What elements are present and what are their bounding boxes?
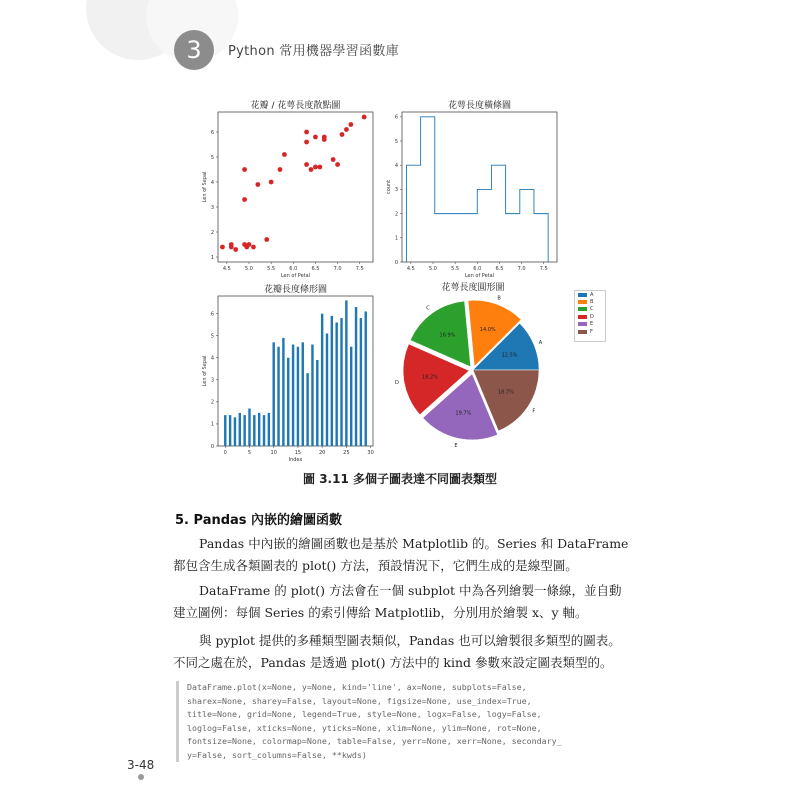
- y-tick-label: 1: [394, 235, 398, 242]
- bar: [297, 347, 299, 446]
- y-tick-label: 6: [394, 114, 398, 121]
- x-tick-label: 30: [367, 450, 374, 456]
- bar: [248, 409, 250, 447]
- x-axis-label: Len of Petal: [280, 273, 311, 279]
- paragraph: [173, 580, 629, 624]
- bar: [335, 322, 337, 446]
- x-tick-label: 6.5: [311, 266, 320, 272]
- y-tick-label: 6: [210, 311, 214, 318]
- bar: [253, 415, 255, 446]
- pie-pct-label: 19.7%: [455, 410, 472, 417]
- legend-label: F: [590, 328, 593, 335]
- legend-item: [575, 298, 605, 305]
- legend-label: D: [590, 313, 594, 320]
- bar: [340, 318, 342, 446]
- bar: [302, 342, 304, 446]
- bar: [263, 415, 265, 446]
- y-tick-label: 4: [210, 179, 214, 186]
- x-tick-label: 15: [294, 450, 302, 456]
- pie-category-label: D: [395, 379, 399, 386]
- y-tick-label: 3: [394, 187, 398, 194]
- pie-legend: [574, 290, 606, 342]
- y-axis-label: count: [386, 179, 392, 195]
- section-title: 5. Pandas 內嵌的繪圖函數: [175, 513, 343, 528]
- y-tick-label: 5: [210, 333, 214, 340]
- y-tick-label: 2: [394, 211, 398, 218]
- y-axis-label: Len of Sepal: [202, 355, 208, 387]
- pie-category-label: B: [497, 295, 501, 302]
- x-tick-label: 5.5: [267, 266, 276, 272]
- scatter-point: [309, 167, 314, 172]
- scatter-point: [269, 180, 274, 185]
- bar: [229, 415, 231, 446]
- x-axis-label: Len of Petal: [464, 273, 495, 279]
- legend-item: [575, 313, 605, 320]
- legend-swatch: [578, 322, 587, 326]
- bar: [243, 415, 245, 446]
- chapter-number-badge: 3: [174, 30, 214, 70]
- scatter-point: [233, 247, 238, 252]
- pie-pct-label: 18.7%: [498, 389, 514, 396]
- code-line: y=False, sort_columns=False, **kwds): [187, 749, 367, 760]
- y-tick-label: 4: [210, 355, 214, 362]
- y-tick-label: 5: [210, 154, 214, 161]
- scatter-point: [362, 115, 367, 120]
- page-dot: [138, 774, 144, 780]
- chart-title: 花瓣 / 花萼長度散點圖: [250, 101, 341, 111]
- bar: [331, 316, 333, 446]
- y-tick-label: 5: [394, 138, 398, 145]
- chart-title: 花萼長度圓形圖: [441, 283, 505, 293]
- y-tick-label: 3: [210, 204, 214, 211]
- scatter-point: [242, 197, 247, 202]
- legend-item: [575, 321, 605, 328]
- code-block: [176, 681, 641, 762]
- legend-swatch: [578, 307, 587, 311]
- x-tick-label: 0: [223, 450, 227, 456]
- paragraph-text: DataFrame 的 plot() 方法會在一個 subplot 中為各列繪製一條線，並自動建立圖例：每個 Series 的索引傳給 Matplotlib，分別用於繪製 x、y 軸。: [173, 583, 622, 620]
- scatter-point: [229, 245, 234, 250]
- bar: [272, 342, 274, 446]
- scatter-chart: [196, 96, 376, 281]
- pie-pct-label: 18.2%: [422, 374, 438, 381]
- bar: [277, 347, 279, 446]
- paragraph-text: 與 pyplot 提供的多種類型圖表類似，Pandas 也可以繪製很多類型的圖表。不同之處在於，Pandas 是透過 plot() 方法中的 kind 參數來設定圖表類型的。: [173, 633, 621, 670]
- axes-frame: [218, 112, 373, 262]
- paragraph: [173, 533, 629, 577]
- code-line: DataFrame.plot(x=None, y=None, kind='line', ax=None, subplots=False,: [187, 682, 527, 692]
- pie-category-label: F: [532, 408, 536, 415]
- page-number: 3-48: [127, 758, 155, 772]
- bar: [311, 345, 313, 446]
- paragraph: [173, 630, 629, 674]
- bar: [234, 417, 236, 446]
- legend-label: A: [590, 291, 594, 298]
- y-tick-label: 6: [210, 129, 214, 136]
- legend-swatch: [578, 293, 587, 297]
- y-axis-label: Len of Sepal: [202, 171, 208, 203]
- x-tick-label: 10: [270, 450, 277, 456]
- y-tick-label: 2: [210, 229, 214, 236]
- pie-pct-label: 16.9%: [439, 332, 456, 339]
- chapter-title: Python 常用機器學習函數庫: [228, 44, 399, 59]
- bar: [292, 345, 294, 446]
- legend-item: [575, 328, 605, 335]
- x-tick-label: 4.5: [222, 266, 231, 272]
- scatter-point: [317, 165, 322, 170]
- code-line: title=None, grid=None, legend=True, style=None, logx=False, logy=False,: [187, 709, 542, 719]
- pie-chart: [394, 280, 574, 450]
- bar: [316, 360, 318, 446]
- bar: [224, 415, 226, 446]
- scatter-point: [282, 152, 287, 157]
- pie-pct-label: 14.0%: [479, 326, 496, 333]
- chart-title: 花萼長度橫條圖: [447, 101, 512, 111]
- x-tick-label: 20: [318, 450, 326, 456]
- x-tick-label: 5.5: [451, 266, 460, 272]
- bar: [287, 358, 289, 446]
- scatter-point: [348, 122, 353, 127]
- x-tick-label: 7.0: [333, 266, 342, 272]
- bar: [239, 413, 241, 446]
- legend-label: E: [590, 321, 594, 328]
- paragraph-text: Pandas 中內嵌的繪圖函數也是基於 Matplotlib 的。Series 和 DataFrame 都包含生成各類圖表的 plot() 方法，預設情況下，它們生成的是線型圖。: [173, 536, 629, 573]
- bar: [268, 413, 270, 446]
- axes-frame: [402, 112, 557, 262]
- x-tick-label: 5.0: [245, 266, 253, 272]
- legend-item: [575, 306, 605, 313]
- scatter-point: [340, 132, 345, 137]
- x-tick-label: 6.0: [289, 266, 298, 272]
- bar: [360, 318, 362, 446]
- figure-caption: 圖 3.11 多個子圖表達不同圖表類型: [303, 472, 497, 486]
- pie-category-label: E: [454, 442, 458, 449]
- y-tick-label: 1: [210, 254, 214, 261]
- bar: [326, 334, 328, 447]
- y-tick-label: 1: [210, 421, 214, 428]
- histogram-step-line: [406, 117, 548, 262]
- code-line: fontsize=None, colormap=None, table=False, yerr=None, xerr=None, secondary_: [187, 736, 562, 746]
- legend-item: [575, 291, 605, 298]
- x-tick-label: 6.0: [473, 266, 482, 272]
- bar: [258, 413, 260, 446]
- x-axis-label: Index: [288, 457, 303, 463]
- x-tick-label: 6.5: [495, 266, 504, 272]
- bar-chart: [196, 280, 376, 465]
- bar: [306, 373, 308, 446]
- legend-label: B: [590, 299, 594, 306]
- legend-swatch: [578, 330, 587, 334]
- x-tick-label: 4.5: [406, 266, 415, 272]
- scatter-point: [304, 140, 309, 145]
- bar: [321, 314, 323, 446]
- scatter-point: [313, 165, 318, 170]
- x-tick-label: 5: [247, 450, 252, 456]
- scatter-point: [242, 167, 247, 172]
- axes-frame: [218, 296, 373, 446]
- code-line: sharex=None, sharey=False, layout=None, figsize=None, use_index=True,: [187, 695, 532, 706]
- legend-swatch: [578, 300, 587, 304]
- y-tick-label: 4: [394, 163, 398, 170]
- y-tick-label: 3: [210, 377, 214, 384]
- x-tick-label: 7.5: [539, 266, 548, 272]
- chart-title: 花瓣長度條形圖: [263, 285, 328, 295]
- scatter-point: [322, 137, 327, 142]
- scatter-point: [304, 130, 309, 135]
- x-tick-label: 25: [343, 450, 350, 456]
- scatter-point: [331, 157, 336, 162]
- scatter-point: [335, 162, 340, 167]
- x-tick-label: 7.0: [517, 266, 526, 272]
- scatter-point: [313, 135, 318, 140]
- scatter-point: [344, 127, 349, 132]
- y-tick-label: 0: [210, 443, 214, 450]
- step-histogram-chart: [380, 96, 560, 281]
- y-tick-label: 0: [394, 259, 398, 266]
- bar: [345, 300, 347, 446]
- y-tick-label: 2: [210, 399, 214, 406]
- pie-category-label: C: [426, 305, 430, 312]
- scatter-point: [304, 162, 309, 167]
- pie-category-label: A: [538, 339, 543, 346]
- x-tick-label: 5.0: [429, 266, 437, 272]
- bar: [350, 347, 352, 446]
- bar: [355, 307, 357, 446]
- scatter-point: [251, 245, 256, 250]
- scatter-point: [247, 242, 252, 247]
- legend-swatch: [578, 315, 587, 319]
- bar: [282, 338, 284, 446]
- x-tick-label: 7.5: [355, 266, 364, 272]
- pie-pct-label: 12.5%: [501, 352, 518, 359]
- scatter-point: [255, 182, 260, 187]
- bar: [365, 311, 367, 446]
- code-line: loglog=False, xticks=None, yticks=None, xlim=None, ylim=None, rot=None,: [187, 722, 542, 733]
- scatter-point: [278, 167, 283, 172]
- scatter-point: [264, 237, 269, 242]
- scatter-point: [220, 245, 225, 250]
- legend-label: C: [590, 306, 594, 313]
